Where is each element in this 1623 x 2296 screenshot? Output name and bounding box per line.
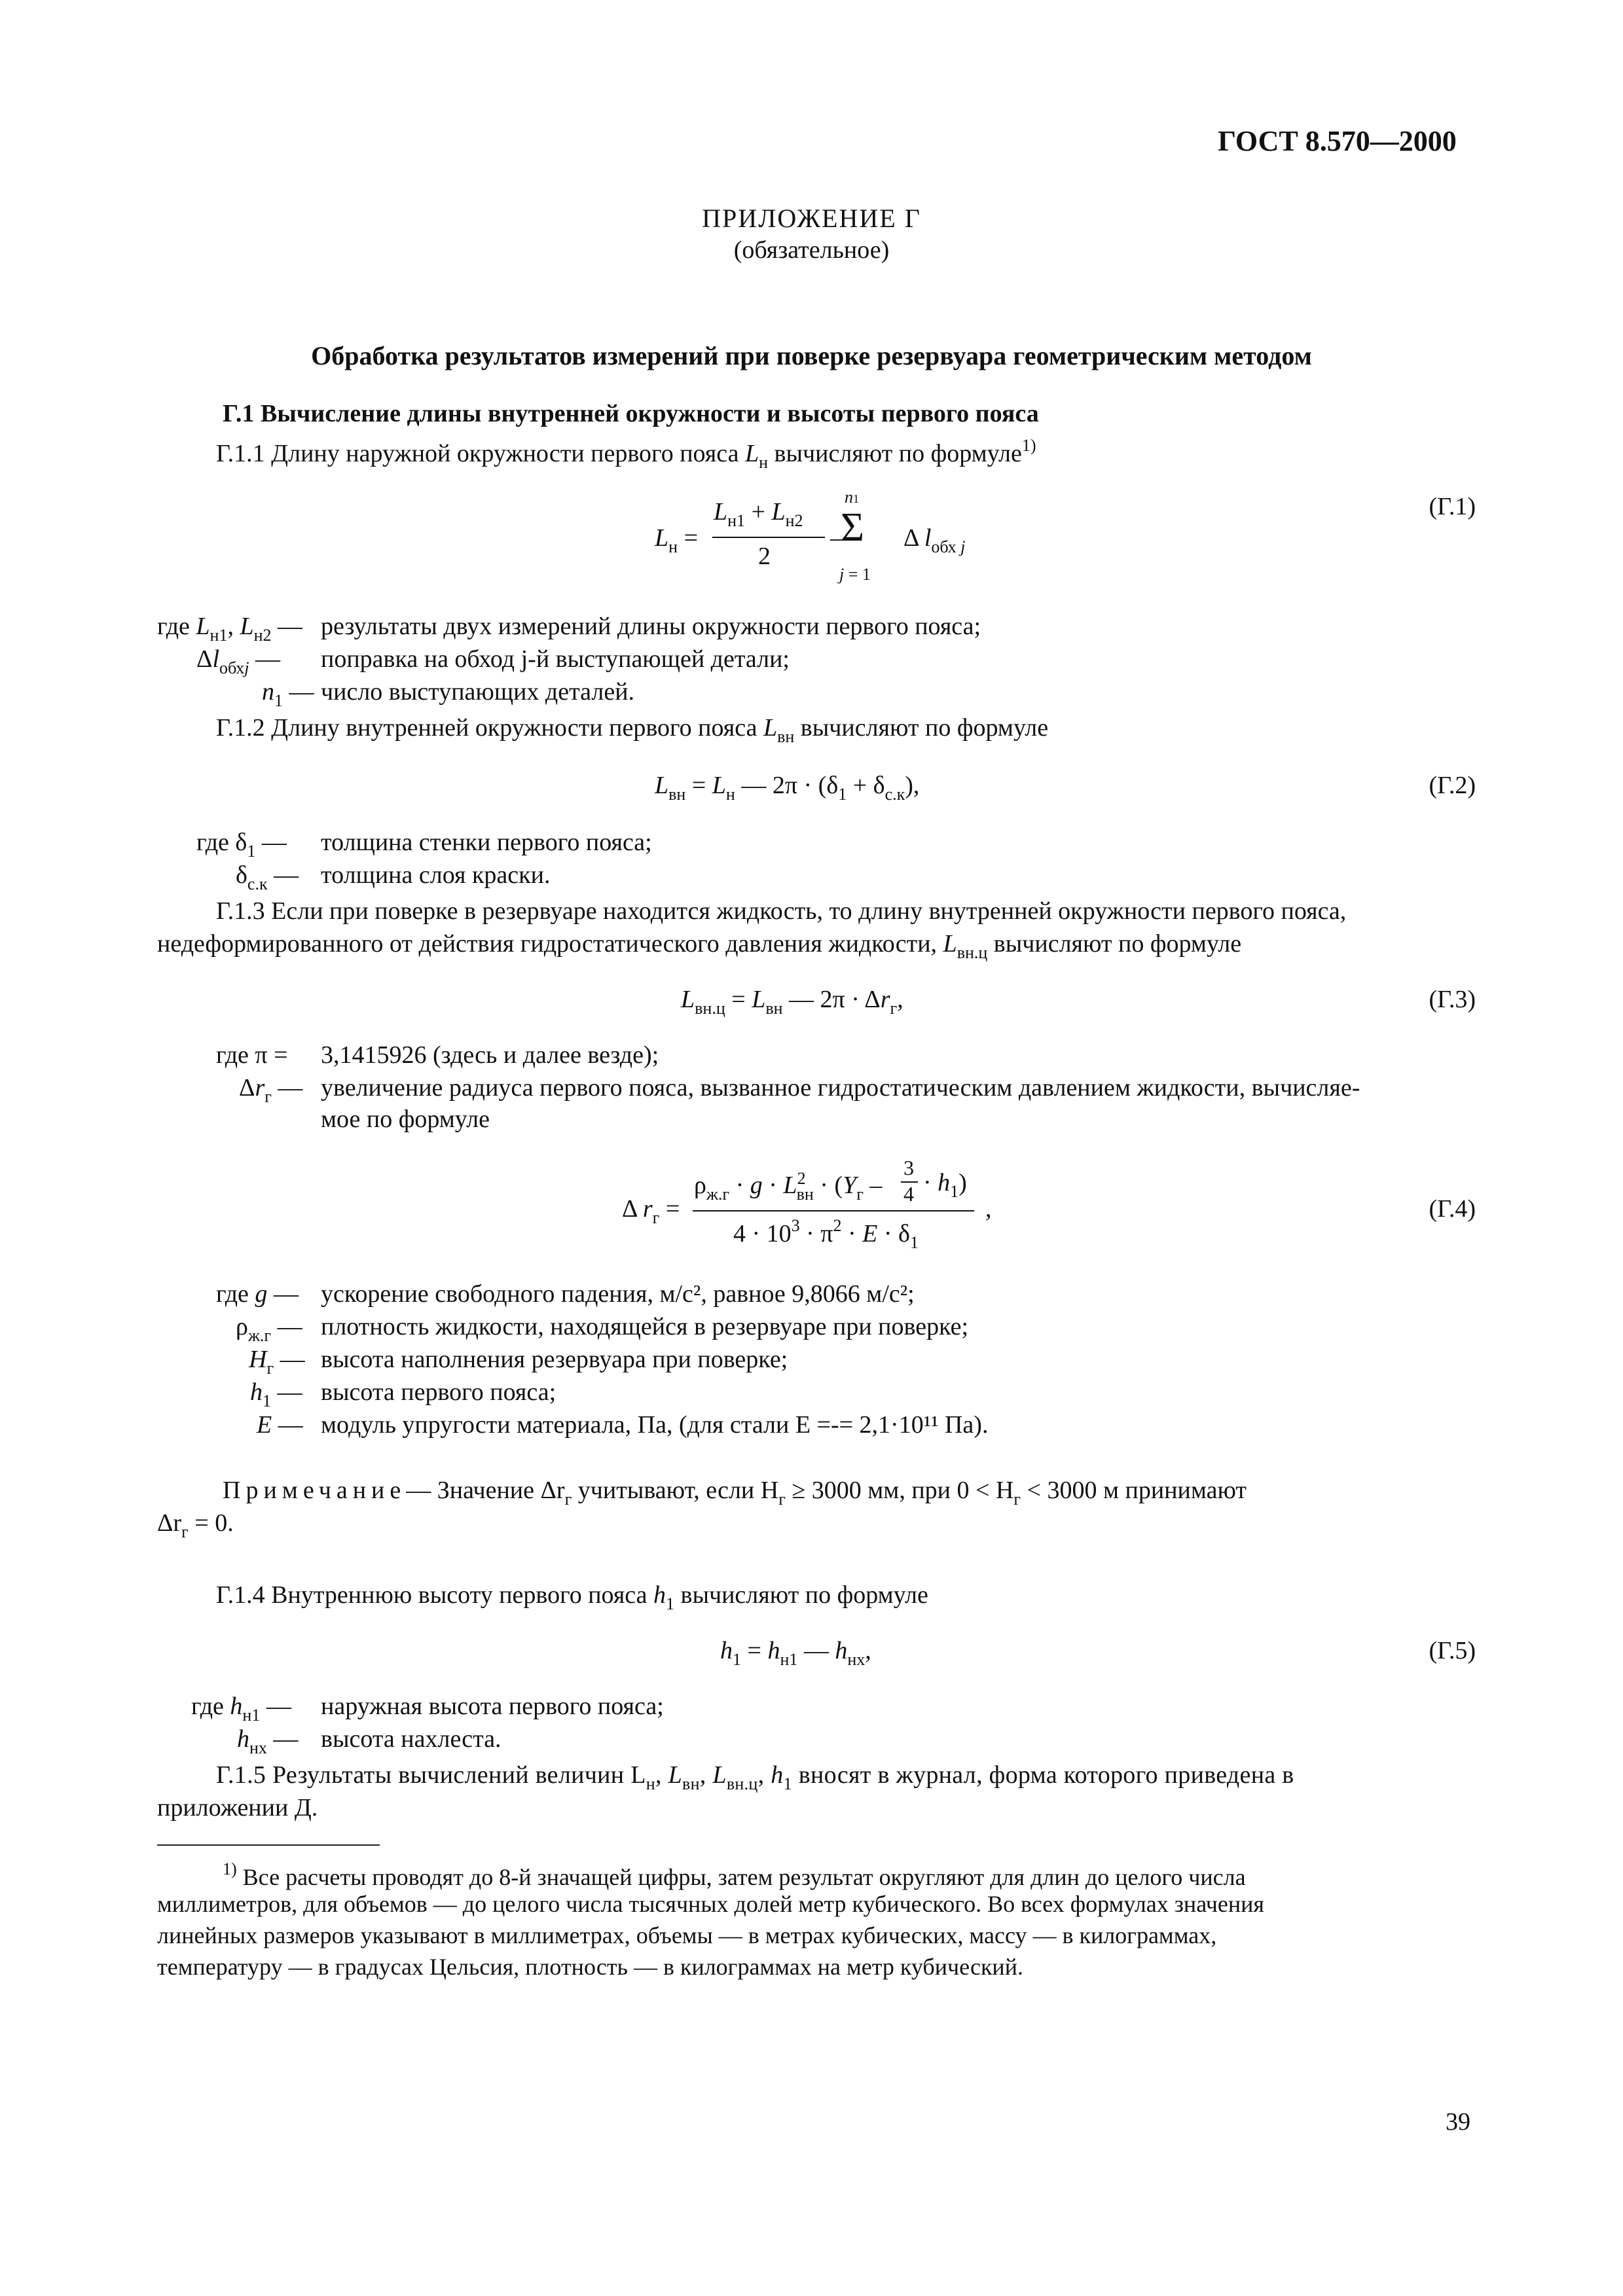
main-heading: Обработка результатов измерений при поверке резервуара геометрическим методом: [311, 341, 1312, 370]
symbol-H: $H_г$ —: [249, 1346, 305, 1378]
footnote-line2: миллиметров, для объемов — до целого числа тысячных долей метр кубического. Во всех формулах значения: [157, 1891, 1264, 1917]
appendix-title: ПРИЛОЖЕНИЕ Г: [702, 204, 921, 233]
symbol-delta-l: $\Delta l_{обхj}$ —: [196, 645, 280, 677]
formula-number-g5: (Г.5): [1429, 1637, 1476, 1664]
where-item: толщина стенки первого пояса;: [321, 829, 652, 856]
footnote-line1: $^{1)}$ Все расчеты проводят до 8-й значащей цифры, затем результат округляют для длин до целого числа: [223, 1859, 1246, 1890]
page-number: 39: [1446, 2108, 1470, 2136]
where-item: плотность жидкости, находящейся в резервуаре при поверке;: [321, 1313, 969, 1340]
footnote-line3: линейных размеров указывают в миллиметрах, объемы — в метрах кубических, массу — в килограммах,: [157, 1922, 1217, 1948]
section-heading: Г.1 Вычисление длины внутренней окружности и высоты первого пояса: [223, 400, 1039, 427]
where-item: число выступающих деталей.: [321, 678, 635, 706]
footnote-line4: температуру — в градусах Цельсия, плотность — в килограммах на метр кубический.: [157, 1954, 1023, 1980]
where-item: толщина слоя краски.: [321, 861, 551, 889]
document-code: ГОСТ 8.570—2000: [1218, 125, 1457, 157]
symbol-hn1: где $h_{н1}$ —: [191, 1693, 291, 1725]
formula-number-g4: (Г.4): [1429, 1195, 1476, 1223]
formula-number-g3: (Г.3): [1429, 986, 1476, 1013]
symbol-rho: $\rho_{ж.г}$ —: [236, 1313, 302, 1345]
symbol-n1: $n_1$ —: [262, 678, 314, 710]
where-item: мое по формуле: [321, 1105, 490, 1133]
symbol-delta1: где $\delta_1$ —: [196, 829, 287, 861]
note-line2: $\Delta r_г = 0$.: [157, 1509, 234, 1541]
paragraph-g111: Г.1.1 Длину наружной окружности первого пояса $L_н$ вычисляют по формуле$^{1)}$: [216, 436, 1036, 472]
symbol-g: где g —: [216, 1280, 299, 1308]
formula-number-g2: (Г.2): [1429, 772, 1476, 799]
where-item: высота первого пояса;: [321, 1378, 556, 1406]
symbol-hnx: $h_{нх}$ —: [237, 1725, 299, 1757]
where-item: высота наполнения резервуара при поверке;: [321, 1346, 788, 1373]
paragraph-g115-line2: приложении Д.: [157, 1794, 318, 1821]
symbol-E: E —: [257, 1411, 303, 1439]
where-item: увеличение радиуса первого пояса, вызванное гидростатическим давлением жидкости, вычисляе-: [321, 1074, 1360, 1102]
symbol-pi: где π =: [216, 1041, 288, 1069]
footnote-divider: [157, 1844, 380, 1846]
symbol-delta-r: $\Delta r_г$ —: [239, 1074, 303, 1106]
paragraph-g114: Г.1.4 Внутреннюю высоту первого пояса $h_1$ вычисляют по формуле: [216, 1581, 928, 1613]
where-item: высота нахлеста.: [321, 1725, 501, 1753]
where-item: наружная высота первого пояса;: [321, 1693, 664, 1720]
formula-g1: $L_н$ = $L_{н1} + L_{н2}$ 2 – n1 Σ j = 1 Δ $l_{обх j}$: [655, 488, 966, 584]
where-label: где $L_{н1}$, $L_{н2}$ —: [157, 613, 303, 645]
formula-g4: Δ $r_г$ = $\rho_{ж.г} \cdot g \cdot L^2_{вн} \cdot (Y_г$ – 3 4 · $h_1$) $4 \cdot 10^3 \cdot \pi^2 \cdot E \cdot \delta_1$ ,: [622, 1156, 992, 1252]
where-item: поправка на обход j-й выступающей детали;: [321, 645, 790, 673]
paragraph-g112: Г.1.2 Длину внутренней окружности первого пояса $L_{вн}$ вычисляют по формуле: [216, 714, 1049, 746]
formula-g2: $L_{вн} = L_н$ — $2\pi \cdot (\delta_1 + \delta_{с.к})$,: [655, 772, 920, 804]
paragraph-g115: Г.1.5 Результаты вычислений величин $L_н$, $L_{вн}$, $L_{вн.ц}$, $h_1$ вносят в журнал, форма которого приведена в: [216, 1761, 1294, 1793]
where-item: результаты двух измерений длины окружности первого пояса;: [321, 613, 981, 640]
symbol-h1: $h_1$ —: [250, 1378, 302, 1410]
paragraph-g113-line1: Г.1.3 Если при поверке в резервуаре находится жидкость, то длину внутренней окружности первого пояса,: [216, 897, 1347, 925]
appendix-subtitle: (обязательное): [733, 236, 890, 264]
where-item: 3,1415926 (здесь и далее везде);: [321, 1041, 659, 1069]
formula-number-g1: (Г.1): [1429, 493, 1476, 520]
formula-g5: $h_1 = h_{н1}$ — $h_{нх}$,: [720, 1637, 871, 1669]
note: Примечание— Значение $\Delta r_г$ учитывают, если $H_г \ge 3000$ мм, при $0 < H_г < 3000$ м принимают: [223, 1477, 1247, 1509]
where-item: ускорение свободного падения, м/с², равное 9,8066 м/с²;: [321, 1280, 915, 1308]
formula-g3: $L_{вн.ц} = L_{вн}$ — $2\pi \cdot \Delta r_г$,: [681, 986, 903, 1018]
paragraph-g113-line2: недеформированного от действия гидростатического давления жидкости, $L_{вн.ц}$ вычисляют по формуле: [157, 930, 1242, 962]
symbol-delta-sk: $\delta_{с.к}$ —: [236, 861, 299, 893]
where-item: модуль упругости материала, Па, (для стали E =-= 2,1·10¹¹ Па).: [321, 1411, 989, 1439]
